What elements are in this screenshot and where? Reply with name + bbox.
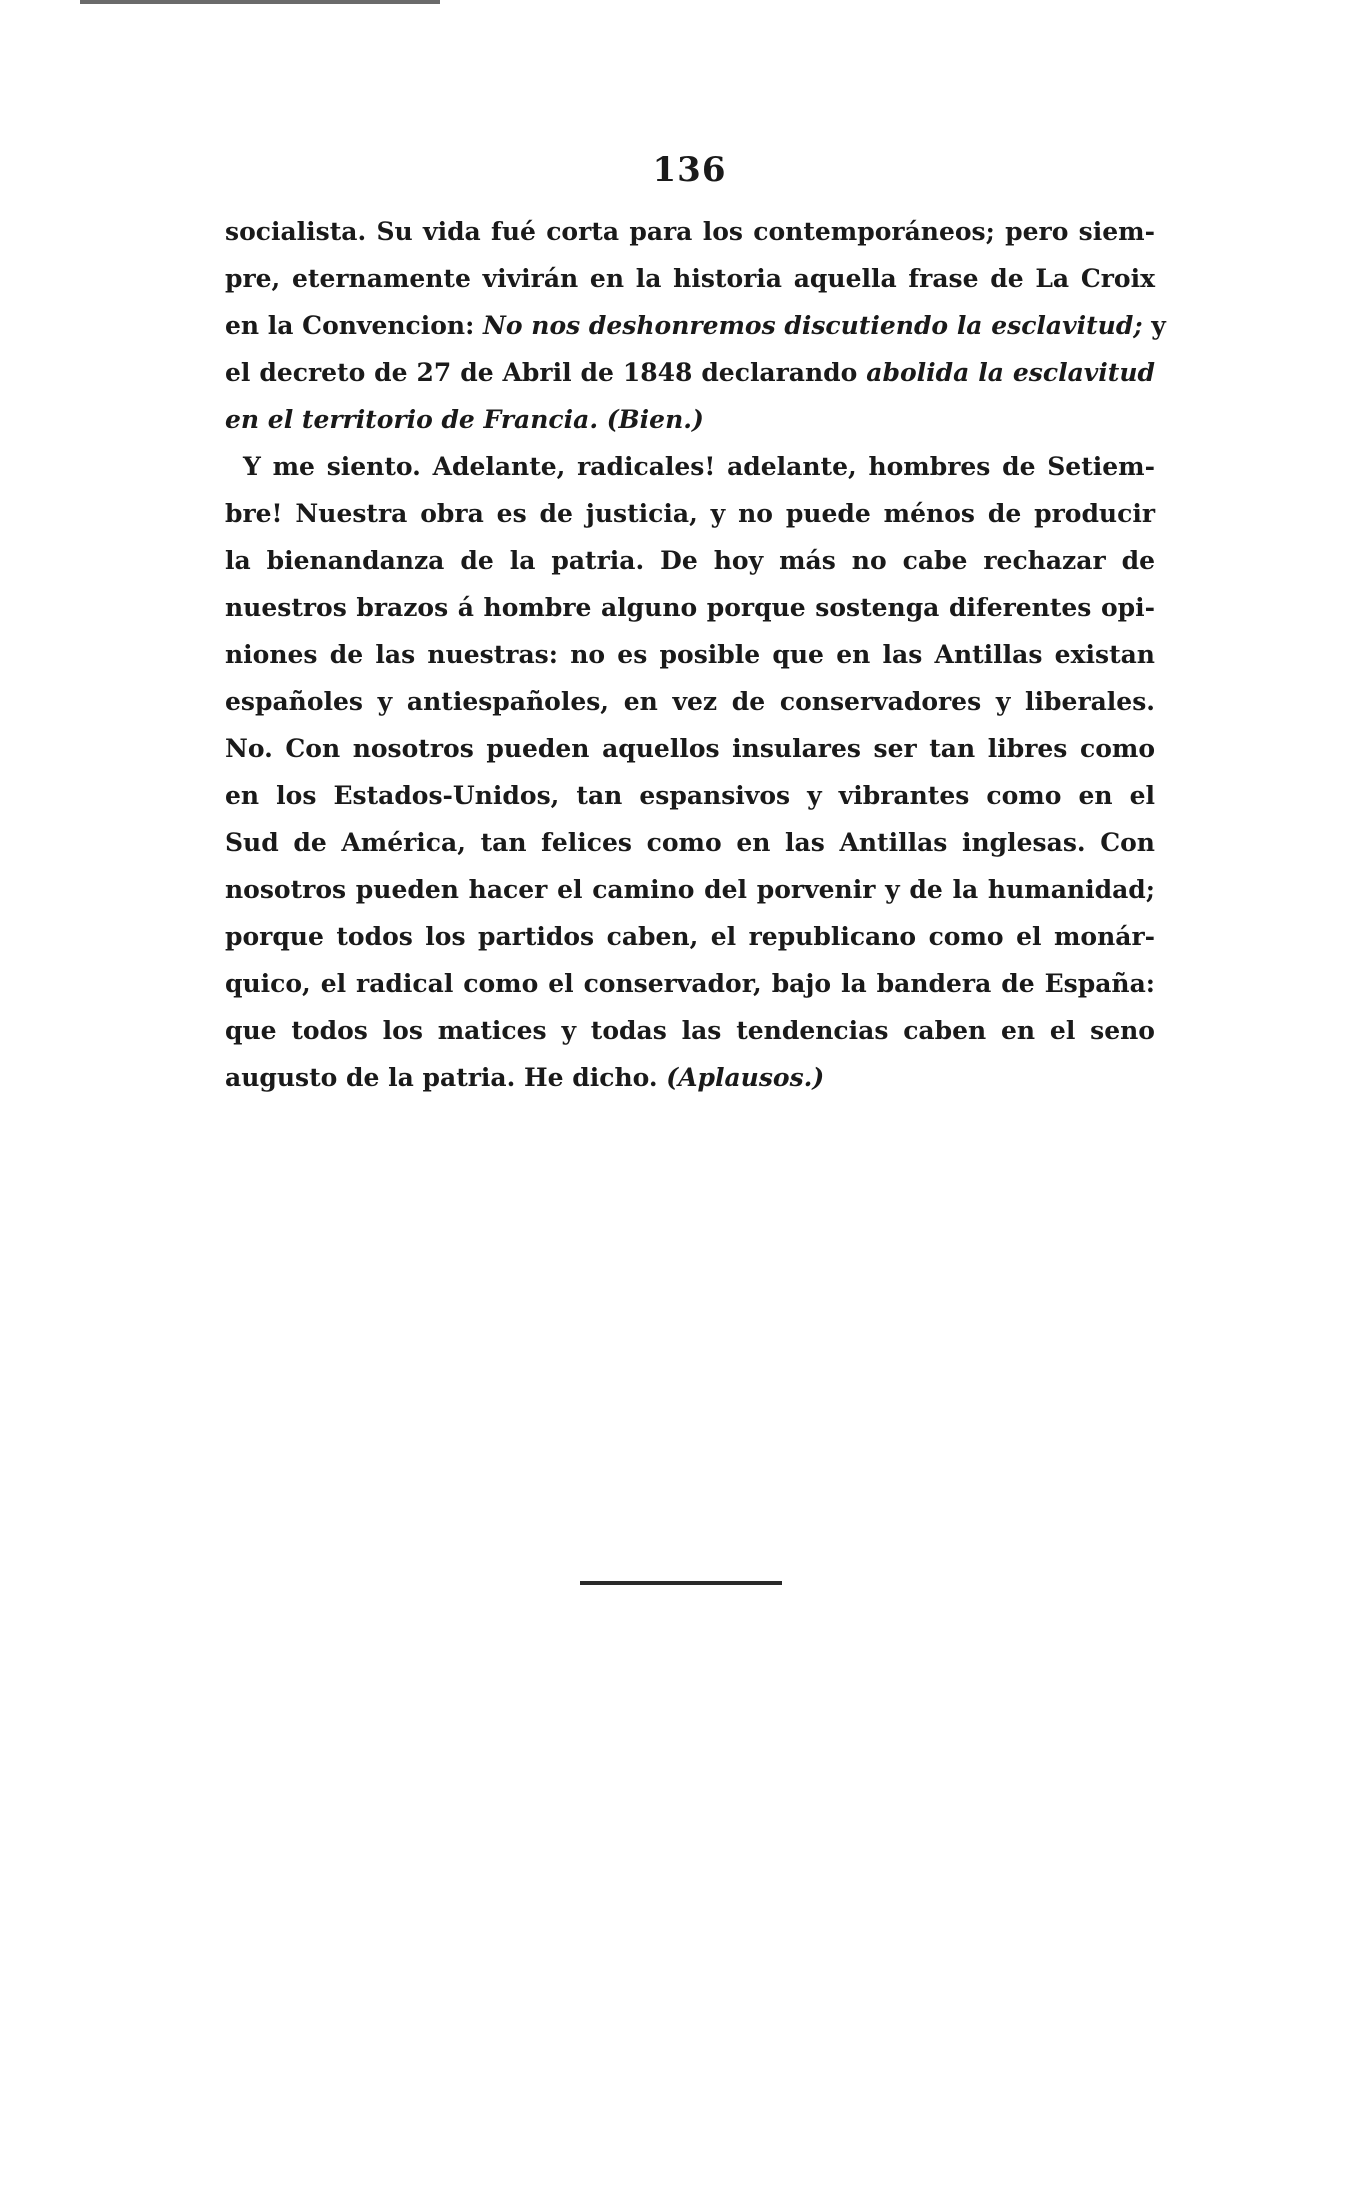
text-line: la bienandanza de la patria. De hoy más no cabe rechazar de [225, 546, 1155, 575]
text-line: augusto de la patria. He dicho. (Aplausos.) [225, 1063, 825, 1092]
text-line: socialista. Su vida fué corta para los contemporáneos; pero siem- [225, 217, 1155, 246]
body-text [225, 208, 1166, 1101]
text-line: Sud de América, tan felices como en las Antillas inglesas. Con [225, 828, 1155, 857]
text-line: porque todos los partidos caben, el republicano como el monár- [225, 922, 1155, 951]
text-line: nuestros brazos á hombre alguno porque sostenga diferentes opi- [225, 593, 1155, 622]
text-line: No. Con nosotros pueden aquellos insulares ser tan libres como [225, 734, 1155, 763]
text-line: el decreto de 27 de Abril de 1848 declarando abolida la esclavitud [225, 358, 1155, 387]
text-line: Y me siento. Adelante, radicales! adelante, hombres de Setiem- [243, 452, 1155, 481]
closing-rule [580, 1581, 782, 1585]
text-line: niones de las nuestras: no es posible que en las Antillas existan [225, 640, 1155, 669]
top-scan-edge [80, 0, 440, 4]
text-line: en el territorio de Francia. (Bien.) [225, 405, 704, 434]
text-line: bre! Nuestra obra es de justicia, y no puede ménos de producir [225, 499, 1155, 528]
text-line: que todos los matices y todas las tendencias caben en el seno [225, 1016, 1155, 1045]
text-line: españoles y antiespañoles, en vez de conservadores y liberales. [225, 687, 1155, 716]
text-line: en la Convencion: No nos deshonremos discutiendo la esclavitud; y [225, 311, 1166, 340]
text-line: quico, el radical como el conservador, bajo la bandera de España: [225, 969, 1155, 998]
text-line: pre, eternamente vivirán en la historia aquella frase de La Croix [225, 264, 1155, 293]
page-number: 136 [652, 150, 727, 190]
text-line: en los Estados-Unidos, tan espansivos y vibrantes como en el [225, 781, 1155, 810]
text-line: nosotros pueden hacer el camino del porvenir y de la humanidad; [225, 875, 1155, 904]
